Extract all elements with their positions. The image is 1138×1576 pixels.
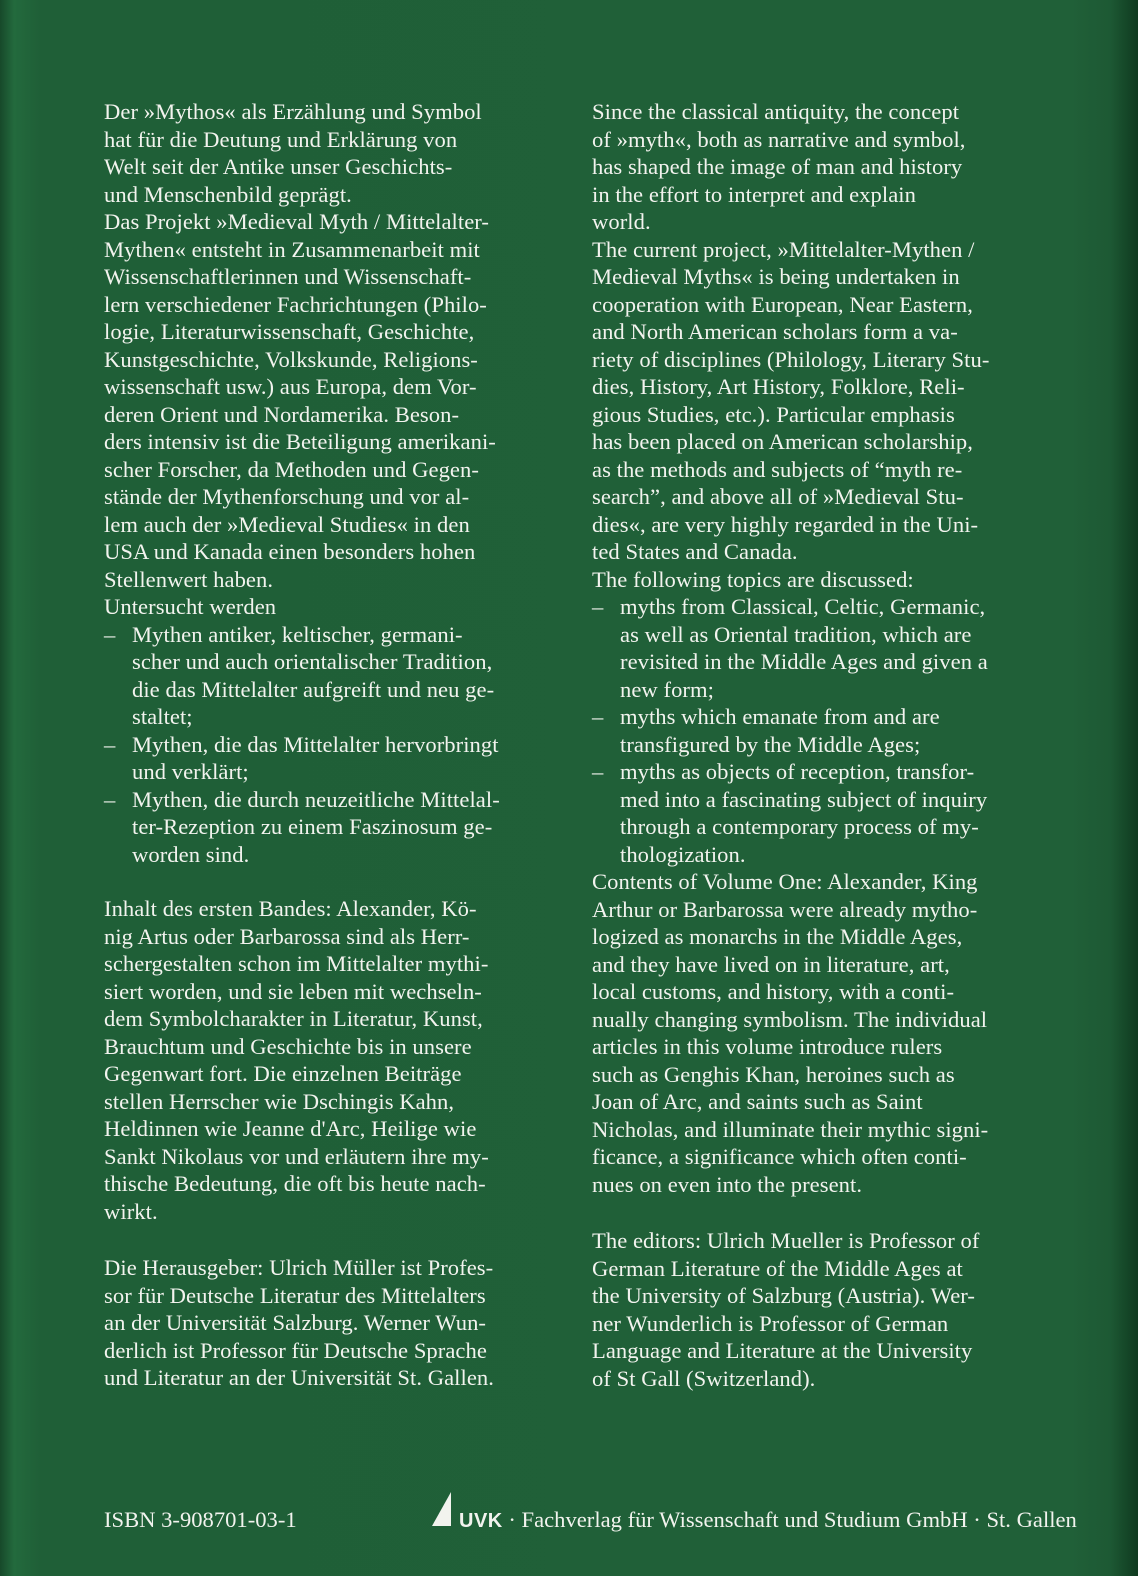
english-list-item — [592, 758, 1032, 868]
german-project-paragraph — [104, 208, 554, 593]
text-line: myths which emanate from and are — [620, 704, 940, 729]
text-line: Medieval Myths« is being undertaken in — [592, 264, 960, 289]
text-line: Mythen antiker, keltischer, germani- — [132, 621, 463, 647]
text-line: the University of Salzburg (Austria). Wer- — [592, 1283, 975, 1308]
text-line: Contents of Volume One: Alexander, King — [592, 869, 978, 894]
english-intro-paragraph — [592, 98, 1032, 236]
text-line: and North American scholars form a va- — [592, 319, 958, 344]
text-line: local customs, and history, with a conti- — [592, 979, 955, 1004]
german-intro-paragraph — [104, 98, 554, 208]
text-line: ter-Rezeption zu einem Faszinosum ge- — [132, 814, 493, 839]
text-line: Welt seit der Antike unser Geschichts- — [104, 154, 453, 179]
text-line: has shaped the image of man and history — [592, 154, 963, 179]
text-line: worden sind. — [132, 841, 250, 867]
text-line: an der Universität Salzburg. Werner Wun- — [104, 1310, 486, 1335]
text-line: Mythen, die durch neuzeitliche Mittelal- — [132, 786, 500, 812]
text-line: stände der Mythenforschung und vor al- — [104, 484, 470, 509]
text-line: such as Genghis Khan, heroines such as — [592, 1061, 955, 1087]
dash-bullet: – — [592, 704, 604, 729]
text-line: und verklärt; — [132, 759, 249, 784]
publisher-logo-icon — [431, 1492, 453, 1528]
text-line: Sankt Nikolaus vor und erläutern ihre my- — [104, 1143, 489, 1169]
text-line: die das Mittelalter aufgreift und neu ge- — [132, 676, 495, 702]
text-line: dem Symbolcharakter in Literatur, Kunst, — [104, 1006, 483, 1031]
text-line: wirkt. — [104, 1198, 158, 1224]
english-project-paragraph — [592, 236, 1032, 566]
text-line: world. — [592, 209, 651, 234]
german-column — [104, 98, 554, 1392]
text-line: of »myth«, both as narrative and symbol, — [592, 126, 966, 152]
text-line: Arthur or Barbarossa were already mytho- — [592, 896, 978, 922]
text-line: Mythen« entsteht in Zusammenarbeit mit — [104, 236, 480, 262]
german-list-item — [104, 731, 554, 786]
text-line: lem auch der »Medieval Studies« in den — [104, 511, 470, 537]
text-line: articles in this volume introduce rulers — [592, 1034, 943, 1059]
text-line: riety of disciplines (Philology, Literary Stu- — [592, 346, 990, 372]
text-line: Die Herausgeber: Ulrich Müller ist Profes- — [104, 1255, 494, 1280]
text-line: Das Projekt »Medieval Myth / Mittelalter- — [104, 209, 489, 234]
text-line: and they have lived on in literature, art, — [592, 951, 950, 977]
text-line: revisited in the Middle Ages and given a — [620, 649, 988, 674]
text-line: logized as monarchs in the Middle Ages, — [592, 924, 963, 949]
text-line: Nicholas, and illuminate their mythic signi- — [592, 1116, 989, 1142]
german-editors-paragraph — [104, 1254, 554, 1392]
text-line: cooperation with European, Near Eastern, — [592, 291, 973, 317]
english-list-intro: The following topics are discussed: — [592, 566, 914, 592]
german-list-intro: Untersucht werden — [104, 594, 277, 619]
text-line: myths from Classical, Celtic, Germanic, — [620, 594, 986, 619]
text-line: has been placed on American scholarship, — [592, 429, 973, 454]
text-line: German Literature of the Middle Ages at — [592, 1255, 963, 1281]
text-line: derlich ist Professor für Deutsche Sprache — [104, 1337, 487, 1363]
text-line: transfigured by the Middle Ages; — [620, 731, 921, 757]
dash-bullet: – — [104, 731, 116, 757]
english-list-item — [592, 593, 1032, 703]
text-line: myths as objects of reception, transfor- — [620, 759, 975, 784]
isbn-number: ISBN 3-908701-03-1 — [104, 1507, 297, 1532]
german-contents-paragraph — [104, 895, 554, 1225]
text-line: und Literatur an der Universität St. Gallen. — [104, 1365, 494, 1390]
text-line: new form; — [620, 676, 714, 702]
text-line: Kunstgeschichte, Volkskunde, Religions- — [104, 346, 478, 372]
text-line: ner Wunderlich is Professor of German — [592, 1310, 949, 1336]
publisher-line — [459, 1506, 1077, 1535]
text-line: und Menschenbild geprägt. — [104, 181, 352, 207]
text-line: The current project, »Mittelalter-Mythen / — [592, 236, 975, 262]
text-line: nually changing symbolism. The individual — [592, 1006, 988, 1032]
text-line: logie, Literaturwissenschaft, Geschichte, — [104, 319, 475, 344]
text-line: search”, and above all of »Medieval Stu- — [592, 484, 964, 509]
text-line: Joan of Arc, and saints such as Saint — [592, 1089, 923, 1114]
publisher-brand: UVK — [459, 1510, 503, 1532]
text-line: staltet; — [132, 704, 193, 729]
text-line: Language and Literature at the University — [592, 1338, 973, 1363]
english-column — [592, 98, 1032, 1392]
text-line: thologization. — [620, 841, 746, 867]
english-contents-paragraph — [592, 868, 1032, 1198]
text-line: Stellenwert haben. — [104, 566, 274, 592]
text-line: as well as Oriental tradition, which are — [620, 621, 972, 647]
text-line: of St Gall (Switzerland). — [592, 1365, 816, 1391]
english-list-item — [592, 703, 1032, 758]
text-line: nues on even into the present. — [592, 1171, 863, 1197]
text-line: thische Bedeutung, die oft bis heute nach- — [104, 1171, 486, 1196]
text-line: ted States and Canada. — [592, 539, 798, 564]
text-line: as the methods and subjects of “myth re- — [592, 456, 963, 482]
text-line: dies«, are very highly regarded in the Uni- — [592, 511, 979, 537]
text-line: through a contemporary process of my- — [620, 814, 979, 839]
text-line: wissenschaft usw.) aus Europa, dem Vor- — [104, 374, 477, 399]
text-line: Brauchtum und Geschichte bis in unsere — [104, 1033, 472, 1059]
text-line: Wissenschaftlerinnen und Wissenschaft- — [104, 264, 472, 289]
text-line: scher Forscher, da Methoden und Gegen- — [104, 456, 479, 482]
text-line: siert worden, und sie leben mit wechseln- — [104, 978, 482, 1004]
text-line: scher und auch orientalischer Tradition, — [132, 649, 493, 674]
text-line: lern verschiedener Fachrichtungen (Philo- — [104, 291, 487, 317]
text-line: stellen Herrscher wie Dschingis Kahn, — [104, 1088, 455, 1114]
text-line: sor für Deutsche Literatur des Mittelalters — [104, 1282, 486, 1308]
german-list-item — [104, 621, 554, 731]
text-line: Gegenwart fort. Die einzelnen Beiträge — [104, 1061, 462, 1086]
text-line: gious Studies, etc.). Particular emphasis — [592, 401, 955, 427]
text-line: Heldinnen wie Jeanne d'Arc, Heilige wie — [104, 1116, 477, 1141]
english-editors-paragraph — [592, 1227, 1032, 1392]
text-line: The editors: Ulrich Mueller is Professor of — [592, 1228, 980, 1253]
text-line: dies, History, Art History, Folklore, Reli- — [592, 374, 965, 399]
text-line: in the effort to interpret and explain — [592, 181, 916, 207]
publisher-name: · Fachverlag für Wissenschaft und Studium GmbH · St. Gallen — [502, 1507, 1077, 1532]
text-line: ders intensiv ist die Beteiligung amerikani- — [104, 429, 496, 454]
dash-bullet: – — [104, 621, 116, 647]
text-line: schergestalten schon im Mittelalter mythi- — [104, 951, 489, 976]
text-line: Mythen, die das Mittelalter hervorbringt — [132, 731, 499, 757]
dash-bullet: – — [592, 759, 604, 784]
text-line: med into a fascinating subject of inquiry — [620, 786, 988, 812]
dash-bullet: – — [104, 786, 116, 812]
text-line: deren Orient und Nordamerika. Beson- — [104, 401, 460, 427]
text-line: USA und Kanada einen besonders hohen — [104, 539, 476, 564]
text-line: Inhalt des ersten Bandes: Alexander, Kö- — [104, 896, 477, 921]
text-line: Since the classical antiquity, the concept — [592, 99, 960, 124]
text-line: Der »Mythos« als Erzählung und Symbol — [104, 99, 482, 124]
dash-bullet: – — [592, 594, 604, 619]
text-line: nig Artus oder Barbarossa sind als Herr- — [104, 923, 470, 949]
text-line: hat für die Deutung und Erklärung von — [104, 126, 458, 152]
text-line: ficance, a significance which often conti- — [592, 1144, 967, 1169]
german-list-item — [104, 786, 554, 869]
